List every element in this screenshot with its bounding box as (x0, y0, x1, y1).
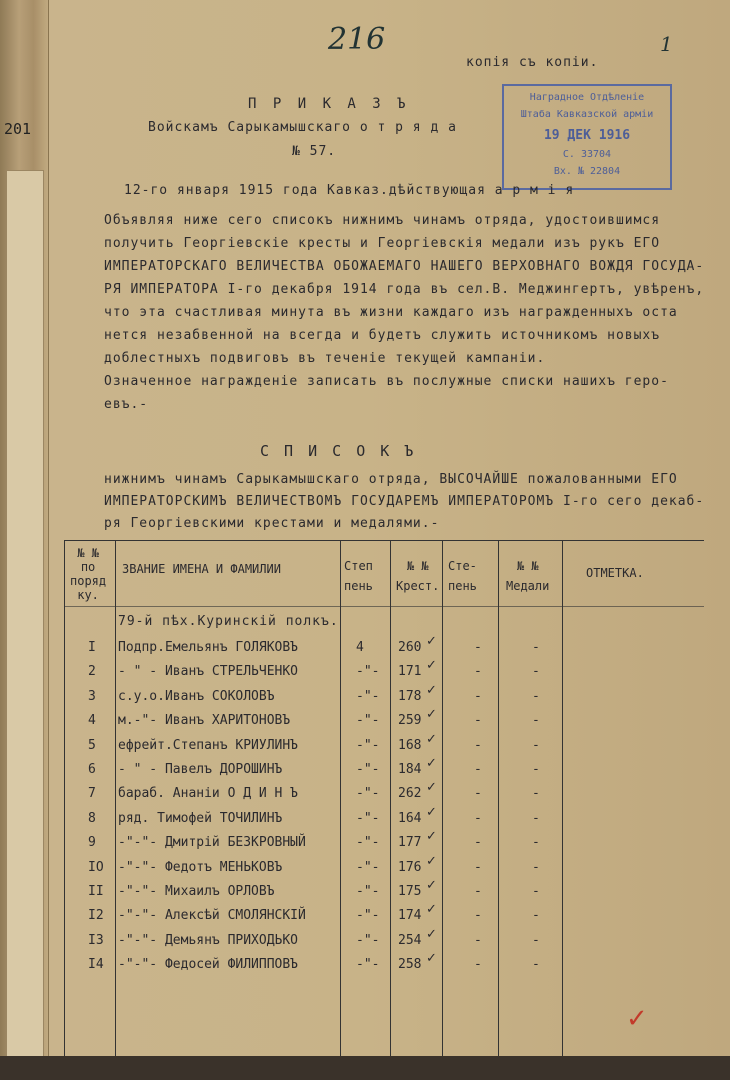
row-medal-number: - (532, 688, 540, 704)
row-medal-number: - (532, 713, 540, 729)
table-row (64, 853, 704, 884)
stamp-line2: Штаба Кавказской армiи (520, 109, 654, 120)
row-medal-degree: - (474, 786, 482, 802)
row-medal-degree: - (474, 932, 482, 948)
row-name: Подпр.Емельянъ ГОЛЯКОВЪ (118, 640, 299, 655)
order-number: № 57. (292, 144, 337, 159)
row-medal-number: - (532, 762, 540, 777)
row-cross-number: 171 (398, 664, 422, 680)
stamp-line1: Наградное Отдѣленіе (529, 92, 645, 103)
row-cross-number: 262 (398, 786, 422, 802)
header-num: № № по поряд ку. (70, 546, 107, 602)
row-medal-degree: - (474, 688, 482, 704)
row-medal-number: - (532, 932, 540, 948)
row-number: I4 (88, 957, 104, 973)
scan-bottom-edge (0, 1056, 730, 1080)
table-row (64, 902, 704, 932)
table-row (64, 756, 704, 786)
row-name: бараб. Ананіи О Д И Н Ъ (118, 786, 299, 802)
row-name: -"-"- Федосей ФИЛИППОВЪ (118, 957, 299, 973)
order-subtitle: Войскамъ Сарыкамышскаго о т р я д а (148, 120, 457, 135)
header-note: ОТМЕТКА. (586, 566, 644, 580)
table-header-rule (64, 606, 704, 607)
row-number: I2 (88, 908, 104, 924)
body-line: Объявляя ниже сего списокъ нижнимъ чинамъ отряда, удостоившимся (104, 213, 661, 228)
corner-number: 1 (660, 32, 673, 56)
row-medal-degree: - (474, 762, 482, 777)
binding-edge (0, 0, 49, 1080)
row-medal-degree: - (474, 737, 482, 753)
body-line: Означенное награжденіе записать въ послужные списки нашихъ геро- (104, 374, 669, 389)
row-cross-degree: -"- (356, 713, 380, 729)
row-cross-degree: -"- (356, 835, 380, 851)
row-medal-number: - (532, 737, 540, 753)
row-cross-degree: -"- (356, 932, 380, 948)
row-number: 7 (88, 786, 96, 802)
row-medal-degree: - (474, 835, 482, 851)
row-cross-degree: 4 (356, 640, 364, 655)
row-medal-degree: - (474, 810, 482, 826)
check-mark-icon: ✓ (426, 731, 437, 747)
check-mark-icon: ✓ (426, 780, 437, 796)
row-cross-number: 260 (398, 640, 422, 655)
row-name: ефрейт.Степанъ КРИУЛИНЪ (118, 737, 299, 753)
row-number: 8 (88, 810, 96, 826)
row-name: с.у.о.Иванъ СОКОЛОВЪ (118, 688, 275, 704)
check-mark-icon: ✓ (426, 926, 437, 942)
body-line: РЯ ИМПЕРАТОРА I-го декабря 1914 года въ сел.В. Меджингертъ, увѣренъ, (104, 282, 705, 297)
row-number: 2 (88, 664, 96, 680)
row-cross-degree: -"- (356, 737, 380, 753)
row-number: 9 (88, 835, 96, 851)
row-medal-number: - (532, 664, 540, 680)
row-cross-number: 259 (398, 713, 422, 729)
row-name: -"-"- Федотъ МЕНЬКОВЪ (118, 859, 283, 875)
table-row (64, 878, 704, 908)
check-mark-icon: ✓ (426, 829, 437, 845)
edge-number: 201 (4, 120, 32, 138)
row-name: -"-"- Михаилъ ОРЛОВЪ (118, 884, 275, 899)
row-medal-number: - (532, 786, 540, 802)
stamp-date: 19 ДЕК 1916 (543, 128, 631, 143)
stamp-sub: Вх. № 22804 (553, 166, 621, 177)
table-row (64, 804, 704, 835)
header-medal-degree: Сте- пень (448, 559, 477, 593)
header-name: ЗВАНИЕ ИМЕНА И ФАМИЛИИ (122, 562, 281, 576)
row-number: II (88, 884, 104, 899)
row-number: 3 (88, 688, 96, 704)
check-mark: ✓ (626, 1004, 648, 1034)
list-heading: С П И С О К Ъ (260, 442, 417, 460)
row-medal-degree: - (474, 908, 482, 924)
stamp-reg: С. 33704 (562, 149, 612, 160)
row-name: -"-"- Алексѣй СМОЛЯНСКІЙ (118, 908, 306, 924)
list-desc-line: нижнимъ чинамъ Сарыкамышскаго отряда, ВЫСОЧАЙШЕ пожалованными ЕГО (104, 472, 678, 487)
body-line: что эта счастливая минута въ жизни каждаго изъ награжденныхъ оста (104, 305, 678, 320)
header-medal-num: № № Медали (506, 559, 550, 593)
row-cross-number: 176 (398, 859, 422, 875)
body-line: нется незабвенной на всегда и будетъ служить источникомъ новыхъ (104, 328, 661, 343)
row-cross-degree: -"- (356, 786, 380, 802)
check-mark-icon: ✓ (426, 658, 437, 674)
row-number: IO (88, 859, 104, 875)
header-cross-degree: Степ пень (344, 559, 373, 593)
row-medal-degree: - (474, 713, 482, 729)
row-cross-degree: -"- (356, 664, 380, 680)
table-row (64, 829, 704, 859)
row-name: - " - Павелъ ДОРОШИНЪ (118, 762, 283, 777)
row-medal-number: - (532, 835, 540, 851)
row-cross-degree: -"- (356, 810, 380, 826)
handwritten-number: 216 (328, 22, 386, 57)
row-medal-number: - (532, 908, 540, 924)
table-row (64, 780, 704, 810)
row-number: 5 (88, 737, 96, 753)
list-desc-line: ря Георгіевскими крестами и медалями.- (104, 516, 440, 531)
check-mark-icon: ✓ (426, 804, 437, 820)
row-cross-number: 168 (398, 737, 422, 753)
row-cross-degree: -"- (356, 762, 380, 777)
check-mark-icon: ✓ (426, 756, 437, 771)
check-mark-icon: ✓ (426, 878, 437, 893)
check-mark-icon: ✓ (426, 707, 437, 723)
check-mark-icon: ✓ (426, 951, 437, 967)
order-title: П Р И К А З Ъ (248, 96, 410, 112)
row-medal-degree: - (474, 640, 482, 655)
table-row (64, 682, 704, 713)
row-cross-number: 258 (398, 957, 422, 973)
check-mark-icon: ✓ (426, 634, 437, 649)
body-line: получить Георгіевскіе кресты и Георгіевскія медали изъ рукъ ЕГО (104, 236, 661, 251)
row-number: 4 (88, 713, 96, 729)
table-row (64, 731, 704, 762)
row-cross-number: 174 (398, 908, 422, 924)
binding-strip (6, 170, 44, 1080)
row-medal-number: - (532, 859, 540, 875)
row-name: - " - Иванъ СТРЕЛЬЧЕНКО (118, 664, 299, 680)
row-medal-degree: - (474, 859, 482, 875)
body-line: ИМПЕРАТОРСКАГО ВЕЛИЧЕСТВА ОБОЖАЕМАГО НАШЕГО ВЕРХОВНАГО ВОЖДЯ ГОСУДА- (104, 259, 705, 274)
table-row (64, 926, 704, 957)
row-medal-number: - (532, 957, 540, 973)
order-date-line: 12-го января 1915 года Кавказ.дѣйствующая а р м і я (124, 183, 575, 198)
check-mark-icon: ✓ (426, 902, 437, 918)
row-medal-degree: - (474, 664, 482, 680)
row-cross-degree: -"- (356, 957, 380, 973)
row-medal-degree: - (474, 884, 482, 899)
row-number: I (88, 640, 96, 655)
list-desc-line: ИМПЕРАТОРСКИМЪ ВЕЛИЧЕСТВОМЪ ГОСУДАРЕМЪ ИМПЕРАТОРОМЪ I-го сего декаб- (104, 494, 705, 509)
body-line: доблестныхъ подвиговъ въ теченіе текущей кампаніи. (104, 351, 546, 366)
row-cross-number: 177 (398, 835, 422, 851)
row-name: ряд. Тимофей ТОЧИЛИНЪ (118, 810, 283, 826)
header-cross-num: № № Крест. (396, 559, 440, 593)
check-mark-icon: ✓ (426, 682, 437, 698)
row-name: м.-"- Иванъ ХАРИТОНОВЪ (118, 713, 291, 729)
table-top-rule (64, 540, 704, 541)
unit-name: 79-й пѣх.Куринскій полкъ. (118, 614, 339, 629)
row-number: I3 (88, 932, 104, 948)
row-name: -"-"- Дмитрій БЕЗКРОВНЫЙ (118, 835, 306, 851)
check-mark-icon: ✓ (426, 853, 437, 869)
body-line: евъ.- (104, 397, 149, 412)
row-cross-number: 184 (398, 762, 422, 777)
copy-note: копія съ копіи. (466, 55, 599, 70)
row-cross-degree: -"- (356, 908, 380, 924)
table-row (64, 658, 704, 688)
row-medal-number: - (532, 810, 540, 826)
row-cross-number: 254 (398, 932, 422, 948)
row-cross-degree: -"- (356, 884, 380, 899)
row-cross-number: 178 (398, 688, 422, 704)
row-name: -"-"- Демьянъ ПРИХОДЬКО (118, 932, 299, 948)
registration-stamp (502, 84, 672, 190)
row-medal-number: - (532, 884, 540, 899)
row-cross-degree: -"- (356, 859, 380, 875)
row-cross-number: 175 (398, 884, 422, 899)
row-number: 6 (88, 762, 96, 777)
row-cross-number: 164 (398, 810, 422, 826)
row-medal-degree: - (474, 957, 482, 973)
row-medal-number: - (532, 640, 540, 655)
table-row (64, 707, 704, 737)
table-row (64, 951, 704, 981)
table-row (64, 634, 704, 664)
row-cross-degree: -"- (356, 688, 380, 704)
